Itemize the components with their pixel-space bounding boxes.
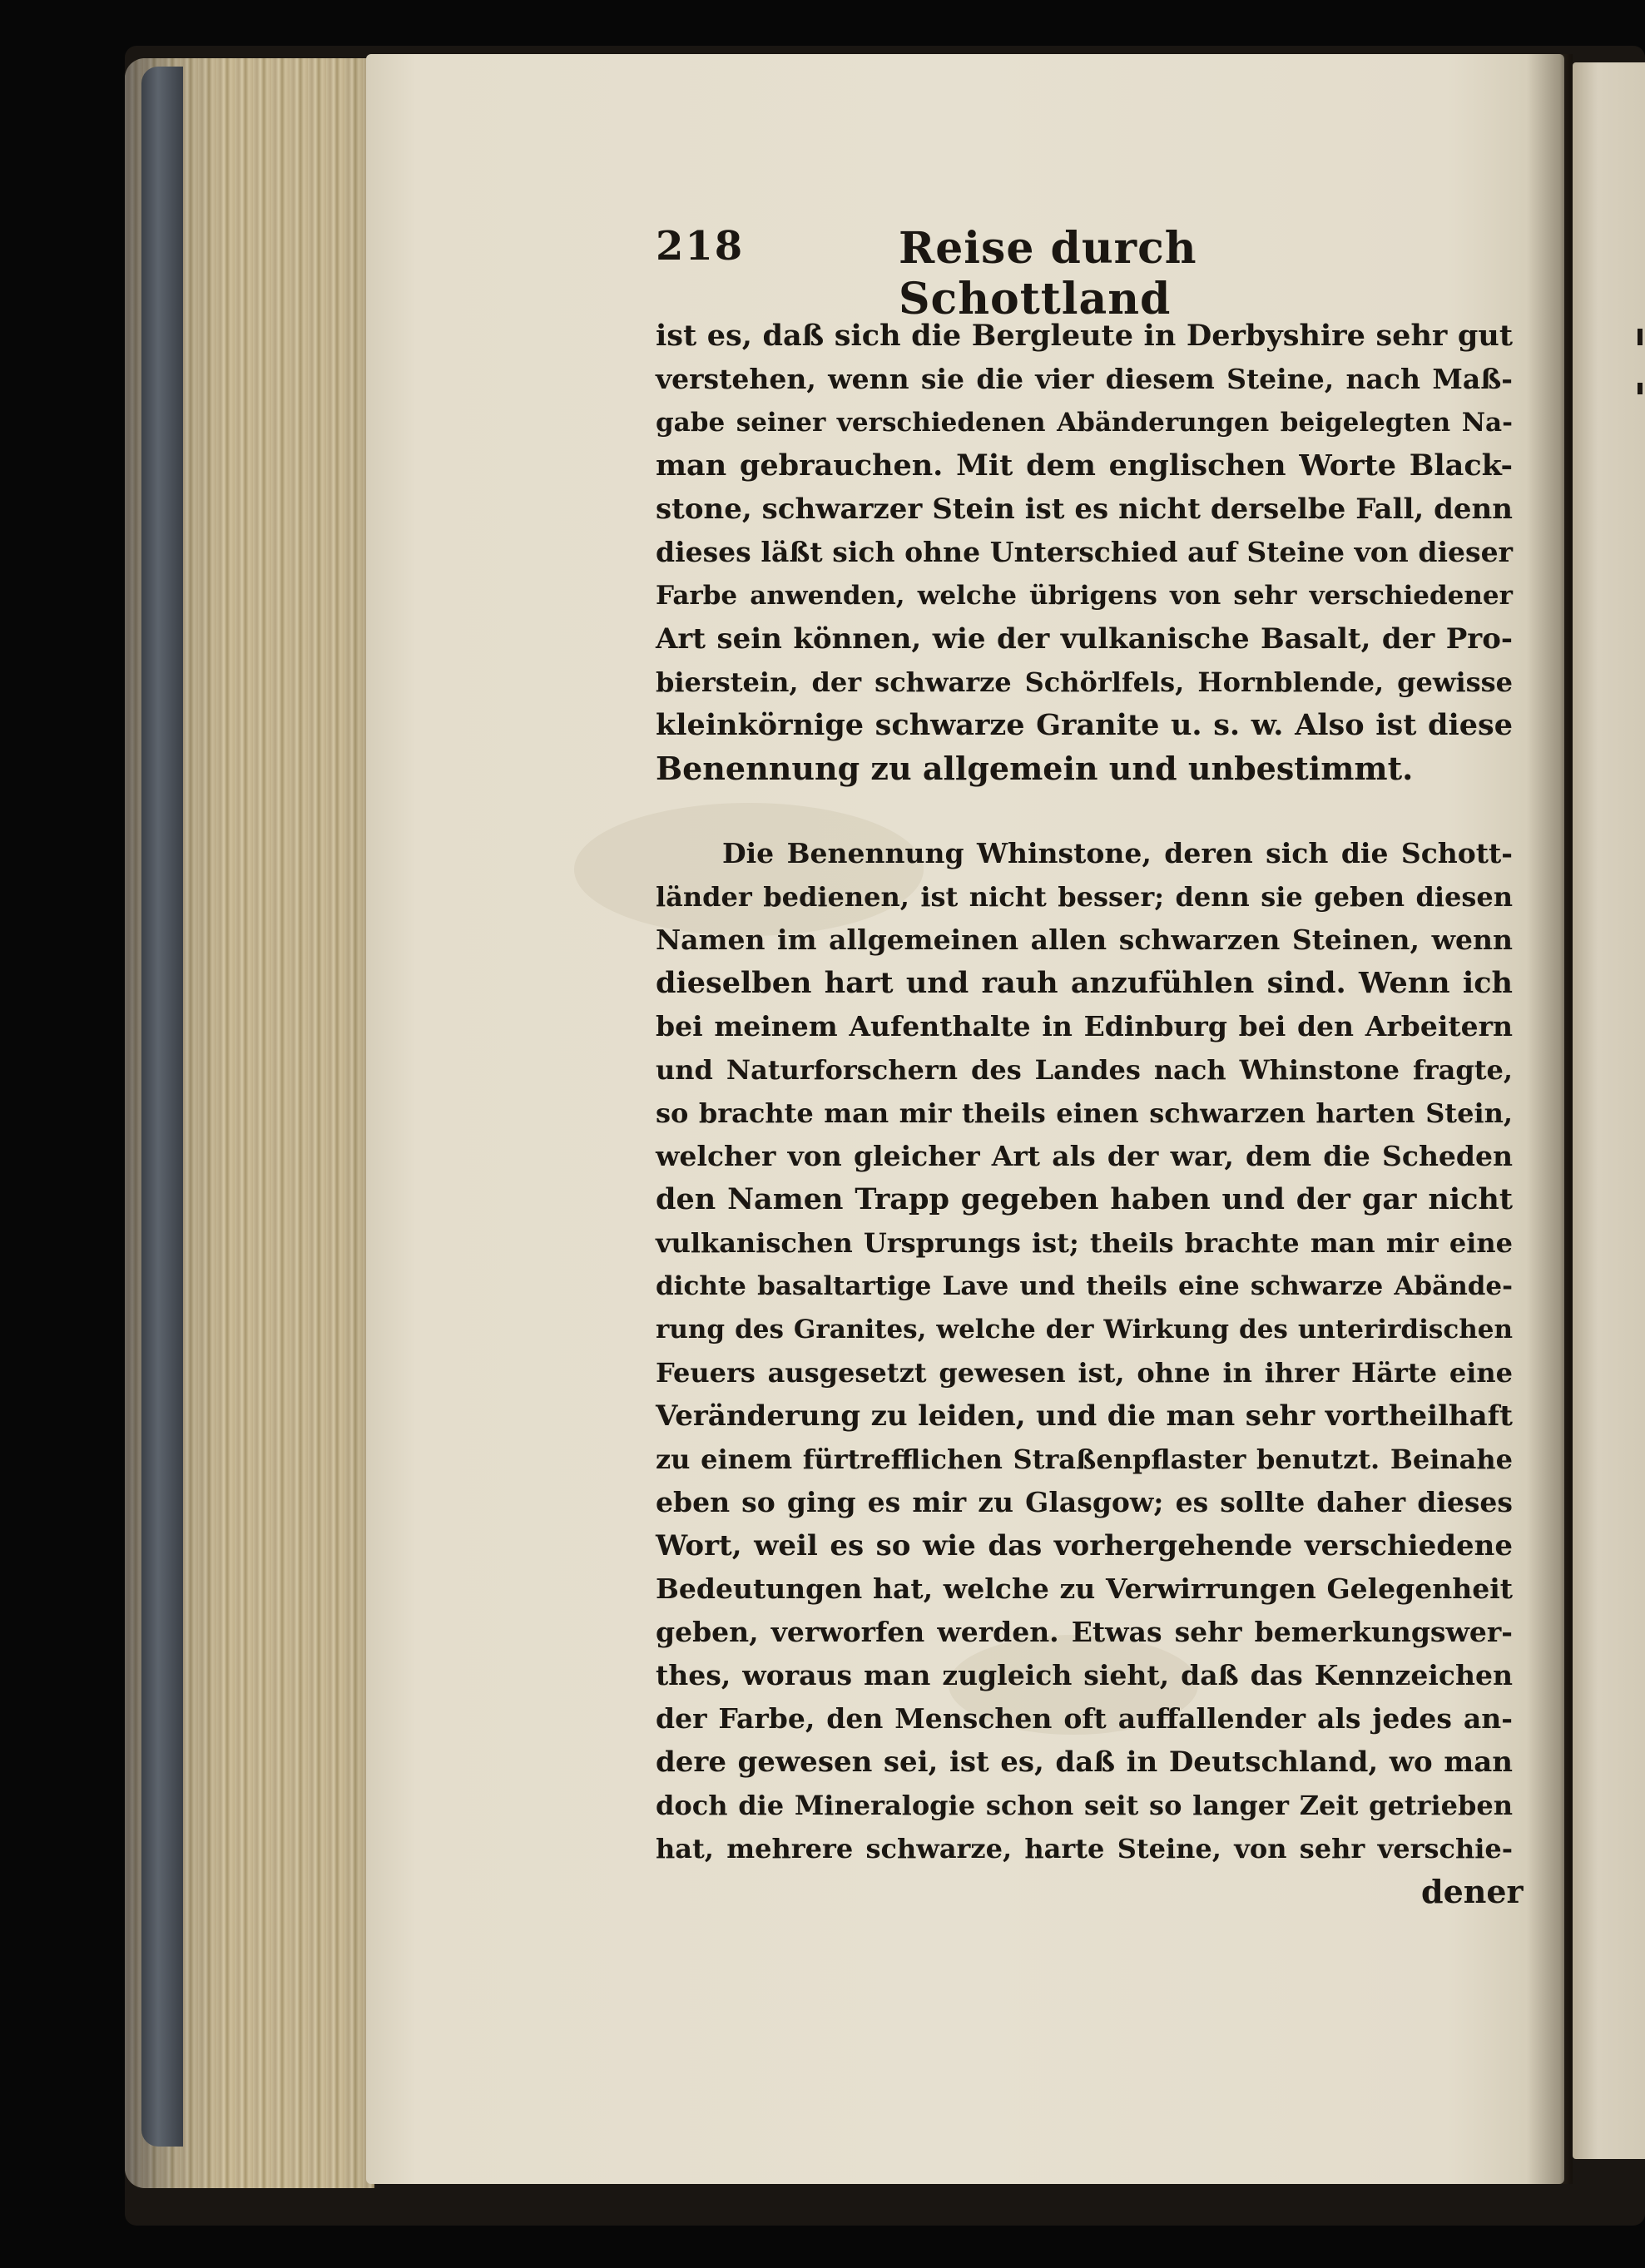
text-line: Farbe anwenden, welche übrigens von sehr verschiedener bbox=[656, 581, 1513, 611]
text-line: geben, verworfen werden. Etwas sehr bemerkungswer- bbox=[656, 1616, 1513, 1648]
text-line: den Namen Trapp gegeben haben und der gar nicht bbox=[656, 1182, 1513, 1216]
text-line: eben so ging es mir zu Glasgow; es sollte daher dieses bbox=[656, 1486, 1513, 1518]
running-head bbox=[656, 223, 1321, 324]
text-line: stone, schwarzer Stein ist es nicht derselbe Fall, denn bbox=[656, 493, 1513, 526]
text-line: dere gewesen sei, ist es, daß in Deutschland, wo man bbox=[656, 1746, 1513, 1779]
facing-page-mark bbox=[1638, 383, 1643, 394]
text-line: bei meinem Aufenthalte in Edinburg bei den Arbeitern bbox=[656, 1010, 1513, 1042]
text-line: welcher von gleicher Art als der war, dem die Scheden bbox=[656, 1140, 1513, 1172]
text-line: Die Benennung Whinstone, deren sich die Schott- bbox=[722, 837, 1513, 869]
text-line: Wort, weil es so wie das vorhergehende verschiedene bbox=[656, 1529, 1513, 1562]
text-line: gabe seiner verschiedenen Abänderungen beigelegten Na- bbox=[656, 408, 1513, 438]
text-line: vulkanischen Ursprungs ist; theils brachte man mir eine bbox=[656, 1227, 1513, 1259]
text-line: länder bedienen, ist nicht besser; denn sie geben diesen bbox=[656, 881, 1513, 913]
text-line: verstehen, wenn sie die vier diesem Steine, nach Maß- bbox=[656, 363, 1513, 395]
page-number: 218 bbox=[656, 223, 745, 270]
text-line: dieses läßt sich ohne Unterschied auf Steine von dieser bbox=[656, 536, 1513, 568]
facing-page-mark bbox=[1638, 329, 1643, 345]
text-line: der Farbe, den Menschen oft auffallender als jedes an- bbox=[656, 1702, 1513, 1735]
text-line: zu einem fürtrefflichen Straßenpflaster benutzt. Beinahe bbox=[656, 1443, 1513, 1475]
text-line: und Naturforschern des Landes nach Whinstone fragte, bbox=[656, 1054, 1513, 1086]
page-gutter bbox=[1527, 54, 1573, 2184]
text-line: man gebrauchen. Mit dem englischen Worte Black- bbox=[656, 448, 1513, 483]
text-line: Namen im allgemeinen allen schwarzen Steinen, wenn bbox=[656, 924, 1513, 956]
text-line: thes, woraus man zugleich sieht, daß das Kennzeichen bbox=[656, 1659, 1513, 1691]
text-line: doch die Mineralogie schon seit so langer Zeit getrieben bbox=[656, 1790, 1513, 1821]
text-line: bierstein, der schwarze Schörlfels, Hornblende, gewisse bbox=[656, 666, 1513, 698]
text-line: Veränderung zu leiden, und die man sehr vortheilhaft bbox=[656, 1399, 1513, 1433]
text-line: rung des Granites, welche der Wirkung des unterirdischen bbox=[656, 1315, 1513, 1344]
text-line: dichte basaltartige Lave und theils eine schwarze Abände- bbox=[656, 1271, 1513, 1301]
text-line: dieselben hart und rauh anzufühlen sind. Wenn ich bbox=[656, 966, 1513, 1000]
text-line: Feuers ausgesetzt gewesen ist, ohne in ihrer Härte eine bbox=[656, 1357, 1513, 1389]
book-cover-edge bbox=[141, 67, 183, 2147]
text-line: ist es, daß sich die Bergleute in Derbyshire sehr gut bbox=[656, 319, 1513, 353]
text-line: Benennung zu allgemein und unbestimmt. bbox=[656, 750, 1414, 787]
text-line: kleinkörnige schwarze Granite u. s. w. Also ist diese bbox=[656, 708, 1513, 742]
running-title: Reise durch Schottland bbox=[899, 223, 1197, 324]
text-line: Bedeutungen hat, welche zu Verwirrungen Gelegenheit bbox=[656, 1572, 1513, 1605]
text-line: hat, mehrere schwarze, harte Steine, von sehr verschie- bbox=[656, 1833, 1513, 1864]
facing-page bbox=[1573, 62, 1645, 2159]
catchword: dener bbox=[1421, 1873, 1524, 1910]
text-line: Art sein können, wie der vulkanische Basalt, der Pro- bbox=[656, 622, 1513, 656]
text-line: so brachte man mir theils einen schwarzen harten Stein, bbox=[656, 1097, 1513, 1129]
